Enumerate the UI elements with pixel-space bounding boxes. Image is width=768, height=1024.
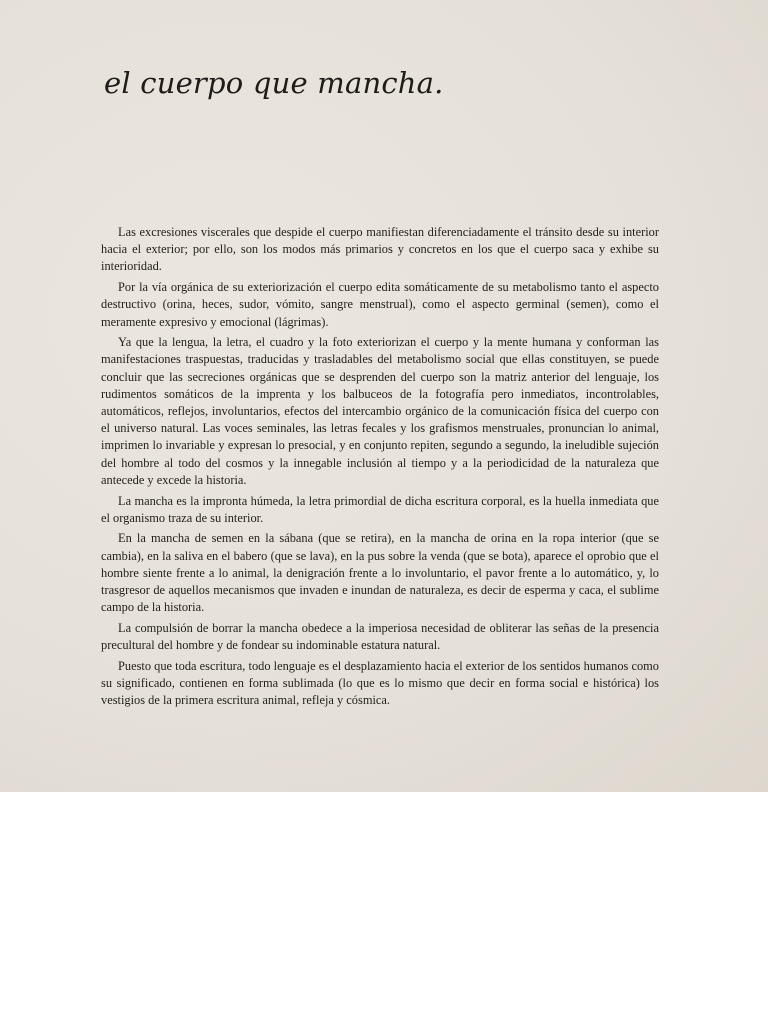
blank-area [0,792,768,1024]
paragraph-4: La mancha es la impronta húmeda, la letra primordial de dicha escritura corporal, es la huella inmediata que el organismo traza de su interior. [101,493,659,525]
paragraph-3: Ya que la lengua, la letra, el cuadro y la foto exteriorizan el cuerpo y la mente humana y conforman las manifestaciones traspuestas, traducidas y trasladables del metabolismo social que ellas constituyen, se puede concluir que las secreciones orgánicas que se desprenden del cuerpo son la matriz anterior del lenguaje, los rudimentos somáticos de la imprenta y los balbuceos de la fotografía pero inmediatos, incontrolables, automáticos, reflejos, involuntarios, efectos del intercambio orgánico de la comunicación física del cuerpo con el universo natural. Las voces seminales, las letras fecales y los grafismos menstruales, pronuncian lo animal, imprimen lo invariable y expresan lo presocial, y en conjunto repiten, segundo a segundo, la ineludible sujeción del hombre al todo del cosmos y la innegable inclusión al tiempo y a la periodicidad de la naturaleza que antecede y excede la historia. [101,335,659,487]
paragraph-2: Por la vía orgánica de su exteriorización el cuerpo edita somáticamente de su metabolismo tanto el aspecto destructivo (orina, heces, sudor, vómito, sangre menstrual), como el aspecto germinal (semen), como el meramente expresivo y emocional (lágrimas). [101,280,659,329]
paragraph-7: Puesto que toda escritura, todo lenguaje es el desplazamiento hacia el exterior de los sentidos humanos como su significado, contienen en forma sublimada (lo que es lo mismo que decir en forma social e histórica) los vestigios de la primera escritura animal, refleja y cósmica. [101,658,659,708]
page-title: el cuerpo que mancha. [104,66,444,100]
paragraph-5: En la mancha de semen en la sábana (que se retira), en la mancha de orina en la ropa interior (que se cambia), en la saliva en el babero (que se lava), en la pus sobre la venda (que se bota), aparece el oprobio que el hombre siente frente a lo animal, la denigración frente a lo involuntario, el pavor frente a lo automático, y, lo trasgresor de aquellos mecanismos que invaden e inundan de naturaleza, es decir de esperma y caca, el sublime campo de la historia. [101,531,659,615]
paragraph-1: Las excresiones viscerales que despide el cuerpo manifiestan diferenciadamente el tránsito desde su interior hacia el exterior; por ello, son los modos más primarios y concretos en los que el cuerpo saca y exhibe su interioridad. [101,225,659,274]
body-text [101,224,659,713]
paragraph-6: La compulsión de borrar la mancha obedece a la imperiosa necesidad de obliterar las señas de la presencia precultural del hombre y de fondear su indominable estatura natural. [101,620,659,653]
